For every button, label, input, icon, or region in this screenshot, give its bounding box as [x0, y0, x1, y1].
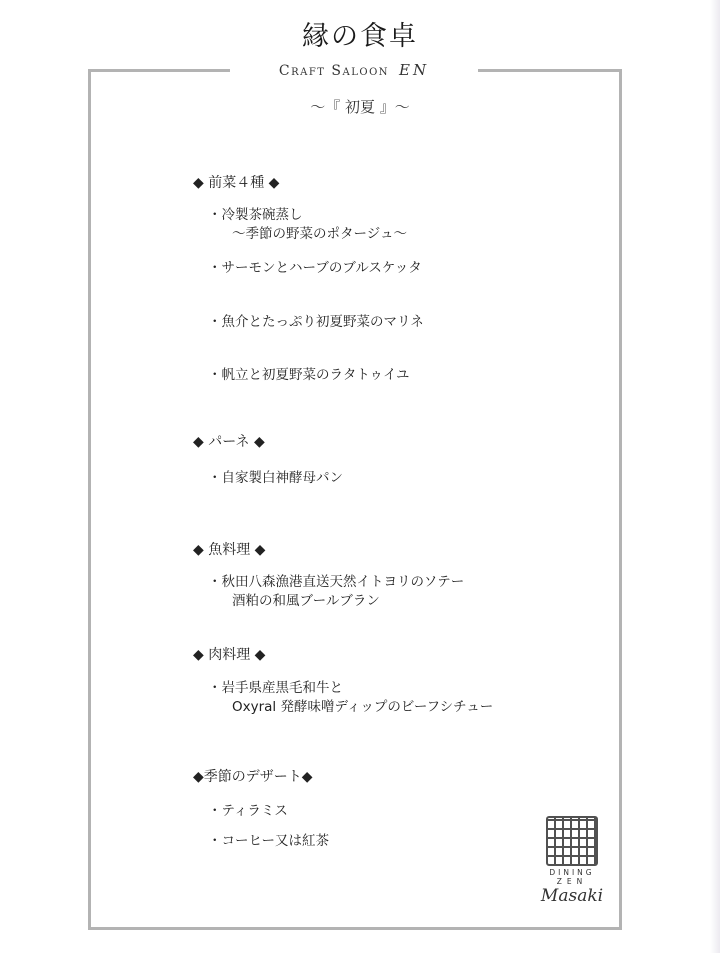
- frame-top-left: [88, 69, 230, 72]
- page-edge: [710, 0, 720, 953]
- section-heading-bread: ◆ パーネ ◆: [193, 434, 265, 450]
- menu-item: [208, 206, 407, 244]
- menu-item-sub: 酒粕の和風ブールブラン: [232, 593, 380, 609]
- menu-item-sub: Oxyral 発酵味噌ディップのビーフシチュー: [232, 699, 494, 715]
- logo-dining: DINING: [549, 868, 595, 877]
- menu-item: [208, 679, 493, 717]
- menu-item: [208, 259, 422, 278]
- section-heading-dessert: ◆季節のデザート◆: [193, 769, 313, 785]
- menu-item: [208, 366, 410, 385]
- menu-item-sub: ～季節の野菜のポタージュ～: [232, 226, 407, 242]
- brand-en: EN: [399, 61, 430, 79]
- section-heading-fish: ◆ 魚料理 ◆: [193, 542, 266, 558]
- menu-item: [208, 313, 424, 332]
- menu-item-text: ・サーモンとハーブのブルスケッタ: [208, 260, 422, 276]
- dining-zen-logo: [533, 816, 611, 916]
- menu-item-text: ・岩手県産黒毛和牛と: [208, 680, 343, 696]
- menu-item: [208, 469, 343, 488]
- menu-item-text: ・秋田八森漁港直送天然イトヨリのソテー: [208, 574, 465, 590]
- menu-frame: [88, 70, 622, 930]
- menu-item-text: ・コーヒー又は紅茶: [208, 833, 329, 849]
- menu-item-text: ・ティラミス: [208, 803, 288, 819]
- menu-item: [208, 832, 329, 851]
- brand-name: Craft Saloon: [278, 63, 390, 79]
- season-subtitle: ～『 初夏 』～: [310, 98, 410, 116]
- menu-item-text: ・冷製茶碗蒸し: [208, 207, 303, 223]
- zen-emblem-icon: [546, 816, 598, 866]
- menu-item-text: ・魚介とたっぷり初夏野菜のマリネ: [208, 314, 424, 330]
- section-heading-meat: ◆ 肉料理 ◆: [193, 647, 266, 663]
- menu-item: [208, 802, 288, 821]
- logo-zen: ZEN: [556, 877, 588, 886]
- menu-title: 縁の食卓: [302, 21, 418, 52]
- menu-item-text: ・自家製白神酵母パン: [208, 470, 343, 486]
- frame-top-right: [478, 69, 622, 72]
- menu-item: [208, 573, 464, 611]
- menu-item-text: ・帆立と初夏野菜のラタトゥイユ: [208, 367, 410, 383]
- brand-line: [230, 61, 478, 79]
- logo-signature: Masaki: [540, 886, 604, 906]
- section-heading-appetizers: ◆ 前菜４種 ◆: [193, 175, 280, 191]
